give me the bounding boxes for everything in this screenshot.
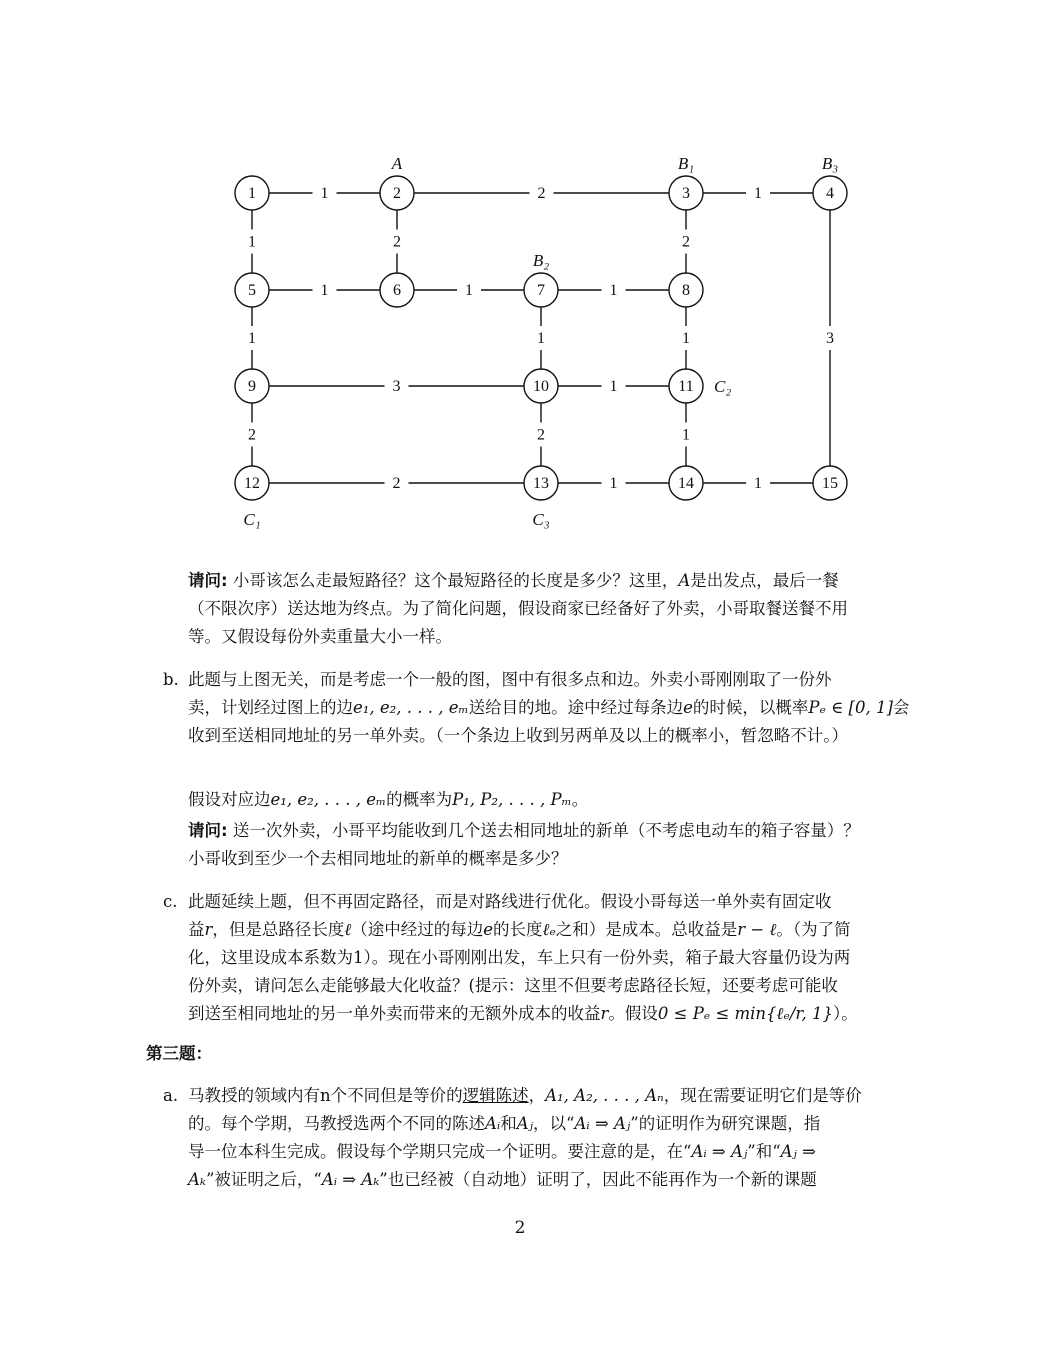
question-prefix: 请问: [188, 571, 228, 590]
part-b: 此题与上图无关，而是考虑一个一般的图，图中有很多点和边。外卖小哥刚刚取了一份外 卖，计划经过图上的边e₁, e₂, . . . , eₘ送给目的地。途中经过每条边e的时候，以概率Pₑ ∈ [0, 1]会 收到至送相同地址的另一单外卖。（一个条边上收到另两单及以上的概率小，暂忽略不计。） [188, 670, 910, 745]
node-name-12: C₁ [243, 510, 261, 529]
edge-weight-label: 2 [248, 426, 256, 444]
node-label-8: 8 [682, 282, 690, 299]
node-label-5: 5 [248, 282, 256, 299]
edge-weight-label: 2 [537, 426, 545, 444]
node-label-2: 2 [393, 185, 401, 202]
edge-weight-label: 2 [682, 233, 690, 251]
edge-weight-label: 1 [754, 185, 762, 202]
part-b-question: 请问: 送一次外卖，小哥平均能收到几个送去相同地址的新单（不考虑电动车的箱子容量）？ 小哥收到至少一个去相同地址的新单的概率是多少？ [188, 821, 860, 868]
edge-weight-label: 2 [393, 233, 401, 251]
item-marker-b: b. [163, 670, 179, 689]
edge-weight-label: 1 [609, 378, 618, 395]
edge-weight-label: 1 [609, 475, 618, 492]
edge-weight-label: 2 [537, 185, 546, 202]
node-label-14: 14 [678, 475, 694, 492]
node-label-7: 7 [537, 282, 545, 299]
part-c: 此题延续上题，但不再固定路径，而是对路线进行优化。假设小哥每送一单外卖有固定收 益r，但是总路径长度ℓ（途中经过的每边e的长度ℓₑ之和）是成本。总收益是r − ℓ。（为了简 化，这里设成本系数为1）。现在小哥刚刚出发，车上只有一份外卖，箱子最大容量仍设为两 份外卖，请问怎么走能够最大化收益？(提示：这里不但要考虑路径长短，还要考虑可能收 到送至相同地址的另一单外卖而带来的无额外成本的收益r。假设0 ≤ Pₑ ≤ min{ℓₑ/r, 1}）。 [188, 892, 858, 1023]
edge-weight-label: 1 [248, 233, 256, 251]
node-name-11: C₂ [714, 377, 732, 396]
graph-diagram [0, 0, 1040, 560]
question-a: 请问: 小哥该怎么走最短路径？这个最短路径的长度是多少？这里，A是出发点，最后一餐 （不限次序）送达地为终点。为了简化问题，假设商家已经备好了外卖，小哥取餐送餐不用 等。又假设每份外卖重量大小一样。 [188, 571, 848, 646]
node-name-13: C₃ [532, 510, 550, 529]
edge-weight-label: 1 [537, 330, 545, 347]
part-b-assumption: 假设对应边e₁, e₂, . . . , eₘ的概率为P₁, P₂, . . . , Pₘ。 [188, 790, 589, 809]
node-label-15: 15 [822, 475, 838, 492]
node-label-10: 10 [533, 378, 549, 395]
node-label-9: 9 [248, 378, 256, 395]
node-label-3: 3 [682, 185, 690, 202]
edge-weight-label: 1 [754, 475, 762, 492]
node-label-4: 4 [826, 185, 834, 202]
edge-weight-label: 1 [682, 426, 690, 444]
node-name-2: A [391, 154, 403, 173]
node-label-1: 1 [248, 185, 256, 202]
node-name-3: B₁ [677, 154, 695, 173]
underlined-term: 逻辑陈述 [462, 1086, 529, 1105]
edge-weight-label: 1 [248, 330, 256, 347]
node-name-7: B₂ [532, 251, 550, 270]
section3-part-a: 马教授的领域内有n个不同但是等价的逻辑陈述，A₁, A₂, . . . , Aₙ，现在需要证明它们是等价 的。每个学期，马教授选两个不同的陈述Aᵢ和Aⱼ，以“Aᵢ ⇒ Aⱼ”的证明作为研究课题，指 导一位本科生完成。假设每个学期只完成一个证明。要注意的是，在“Aᵢ ⇒ Aⱼ”和“Aⱼ ⇒ Aₖ”被证明之后，“Aᵢ ⇒ Aₖ”也已经被（自动地）证明了，因此不能再作为一个新的课题 [188, 1086, 862, 1189]
edge-weight-label: 1 [465, 282, 473, 299]
edge-weight-label: 1 [320, 282, 329, 299]
edge-weight-label: 3 [826, 330, 834, 347]
edge-weight-label: 1 [320, 185, 329, 202]
edge-weight-label: 1 [682, 330, 690, 347]
item-marker-a: a. [163, 1086, 179, 1105]
edge-weight-label: 1 [609, 282, 618, 299]
node-name-4: B₃ [821, 154, 839, 173]
edge-weight-label: 2 [392, 475, 401, 492]
node-label-11: 11 [678, 378, 694, 395]
section-title: 第三题： [146, 1044, 212, 1063]
node-label-13: 13 [533, 475, 549, 492]
edge-weight-label: 3 [392, 378, 401, 395]
item-marker-c: c. [163, 892, 178, 911]
node-label-6: 6 [393, 282, 401, 299]
page-number: 2 [514, 1218, 526, 1238]
node-label-12: 12 [244, 475, 260, 492]
